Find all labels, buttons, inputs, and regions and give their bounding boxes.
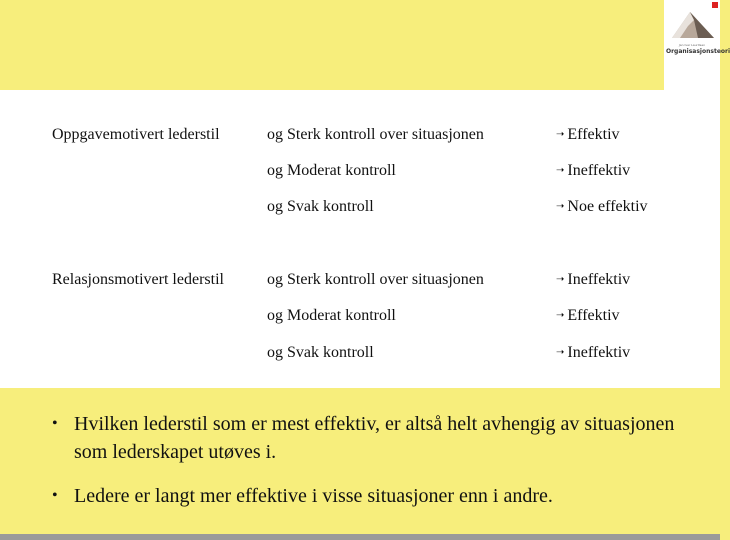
bullet-text: Ledere er langt mer effektive i visse situasjoner enn i andre. (74, 485, 553, 507)
bullet-list (52, 410, 692, 526)
control-cell: og Sterk kontroll over situasjonen (267, 271, 484, 288)
book-title: Organisasjonsteori (666, 48, 730, 55)
header-band (0, 0, 730, 90)
arrow-right-icon: ➝ (556, 165, 565, 176)
arrow-right-icon: ➝ (556, 201, 565, 212)
style-label-relation: Relasjonsmotivert lederstil (52, 271, 224, 288)
style-label-task: Oppgavemotivert lederstil (52, 126, 220, 143)
bullet-icon: • (52, 487, 58, 504)
arrow-right-icon: ➝ (556, 310, 565, 321)
result-cell: ➝ Ineffektiv (556, 271, 631, 288)
arrow-right-icon: ➝ (556, 347, 565, 358)
result-cell: ➝ Ineffektiv (556, 162, 631, 179)
bullet-text: Hvilken lederstil som er mest effektiv, er altså helt avhengig av situasjonen som lederskapet utøves i. (74, 413, 675, 463)
control-cell: og Moderat kontroll (267, 162, 396, 179)
control-cell: og Moderat kontroll (267, 307, 396, 324)
control-cell: og Svak kontroll (267, 344, 374, 361)
result-cell: ➝ Effektiv (556, 126, 620, 143)
arrow-right-icon: ➝ (556, 129, 565, 140)
result-cell: ➝ Effektiv (556, 307, 620, 324)
result-cell: ➝ Ineffektiv (556, 344, 631, 361)
mountain-art-icon (670, 6, 716, 40)
bullet-item (52, 482, 692, 510)
control-cell: og Sterk kontroll over situasjonen (267, 126, 484, 143)
book-cover-image (664, 0, 730, 90)
bullet-icon: • (52, 415, 58, 432)
arrow-right-icon: ➝ (556, 274, 565, 285)
footer-bar (0, 534, 720, 540)
result-cell: ➝ Noe effektiv (556, 198, 648, 215)
bullet-item (52, 410, 692, 466)
control-cell: og Svak kontroll (267, 198, 374, 215)
book-author: Jan Ivar Lauritsen (678, 43, 706, 47)
